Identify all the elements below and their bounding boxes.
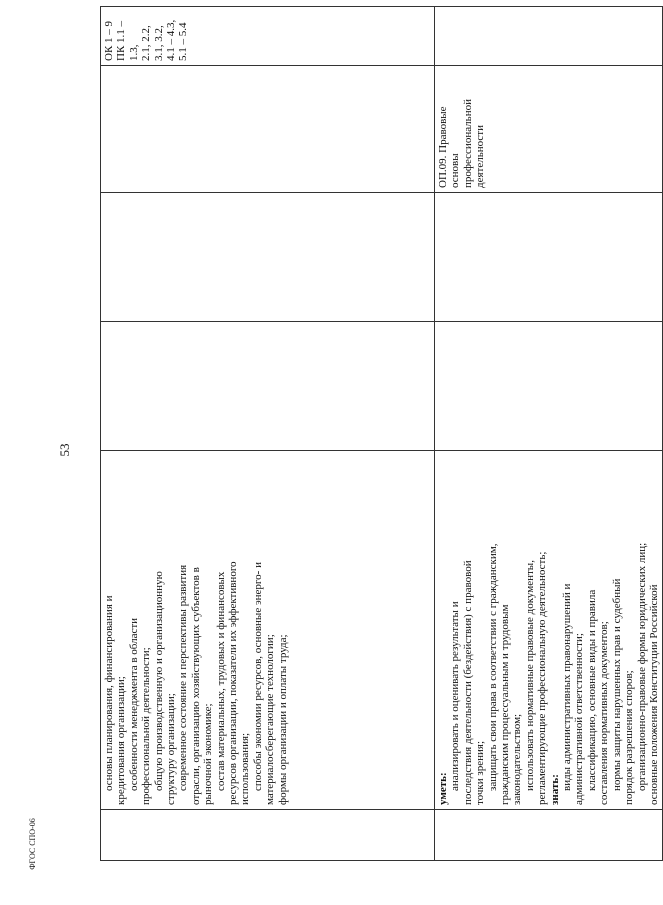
skill-line: состав материальных, трудовых и финансовых xyxy=(214,571,227,791)
skill-line: гражданским процессуальным и трудовым xyxy=(499,604,512,805)
page-number: 53 xyxy=(57,443,72,457)
competency-line: 2.1, 2.2, xyxy=(140,25,153,61)
skill-line: кредитования организации; xyxy=(115,676,128,805)
table-cell-empty xyxy=(435,193,663,322)
competency-line: ПК 1.1 – 1.3, xyxy=(115,20,140,61)
competencies-cell xyxy=(435,7,663,66)
table-cell-empty xyxy=(101,322,435,451)
skill-line: классификацию, основные виды и правила xyxy=(585,589,598,791)
skill-line: защищать свои права в соответствии с гражданским, xyxy=(486,543,499,791)
skill-line: анализировать и оценивать результаты и xyxy=(449,601,462,791)
skill-line: формы организации и оплаты труда; xyxy=(276,634,289,805)
skill-line: материалосберегающие технологии; xyxy=(264,634,277,805)
skill-line: регламентирующие профессиональную деятельность; xyxy=(536,551,549,805)
footer-label: ФГОС СПО-06 xyxy=(28,818,37,870)
table-row xyxy=(435,7,663,861)
table-cell-empty xyxy=(101,193,435,322)
discipline-cell xyxy=(101,66,435,193)
skill-line: знать: xyxy=(548,774,561,805)
discipline-cell: ОП.09. Правовые основы профессиональной деятельности xyxy=(435,66,663,193)
skill-line: организационно-правовые формы юридических лиц; xyxy=(635,542,648,791)
skill-line: основы планирования, финансирования и xyxy=(103,595,115,791)
skill-line: способы экономии ресурсов, основные энерго- и xyxy=(251,562,264,791)
skill-line: структуру организации; xyxy=(165,693,178,805)
skill-line: современное состояние и перспективы развития xyxy=(177,564,190,791)
skill-line: законодательством; xyxy=(511,713,524,805)
table-cell-empty xyxy=(435,810,663,861)
skill-line: нормы защиты нарушенных прав и судебный xyxy=(610,578,623,791)
skill-line: профессиональной деятельности; xyxy=(140,647,153,805)
table-cell-empty xyxy=(101,810,435,861)
skill-line: уметь: xyxy=(437,772,449,805)
skill-line: общую производственную и организационную xyxy=(152,571,165,791)
skill-line: последствия деятельности (бездействия) с правовой xyxy=(461,560,474,805)
skill-line: рыночной экономике; xyxy=(202,703,215,805)
table-cell-empty xyxy=(435,322,663,451)
skill-line: отрасли, организацию хозяйствующих субъектов в xyxy=(189,567,202,805)
skill-line: административной ответственности; xyxy=(573,633,586,805)
skill-line: порядок разрешения споров; xyxy=(623,670,636,805)
rotated-table-container xyxy=(100,19,660,861)
skill-line: основные положения Конституции Российской xyxy=(647,584,660,805)
competencies-cell xyxy=(101,7,435,66)
table-row xyxy=(101,7,435,861)
skills-cell xyxy=(101,451,435,810)
skill-line: составления нормативных документов; xyxy=(598,621,611,805)
skill-line: особенности менеджмента в области xyxy=(127,617,140,791)
skill-line: виды административных правонарушений и xyxy=(561,583,574,791)
competency-line: 3.1, 3.2, xyxy=(152,25,165,61)
skills-cell xyxy=(435,451,663,810)
skill-line: точки зрения; xyxy=(474,740,487,805)
competency-line: 4.1 – 4.3, xyxy=(165,19,178,61)
competency-line: ОК 1 – 9 xyxy=(103,20,115,61)
skill-line: использования; xyxy=(239,732,252,805)
skill-line: использовать нормативные правовые документы, xyxy=(523,560,536,791)
competency-line: 5.1 – 5.4 xyxy=(177,22,190,61)
competency-table xyxy=(100,6,663,861)
skill-line: ресурсов организации, показатели их эффективного xyxy=(227,561,240,805)
